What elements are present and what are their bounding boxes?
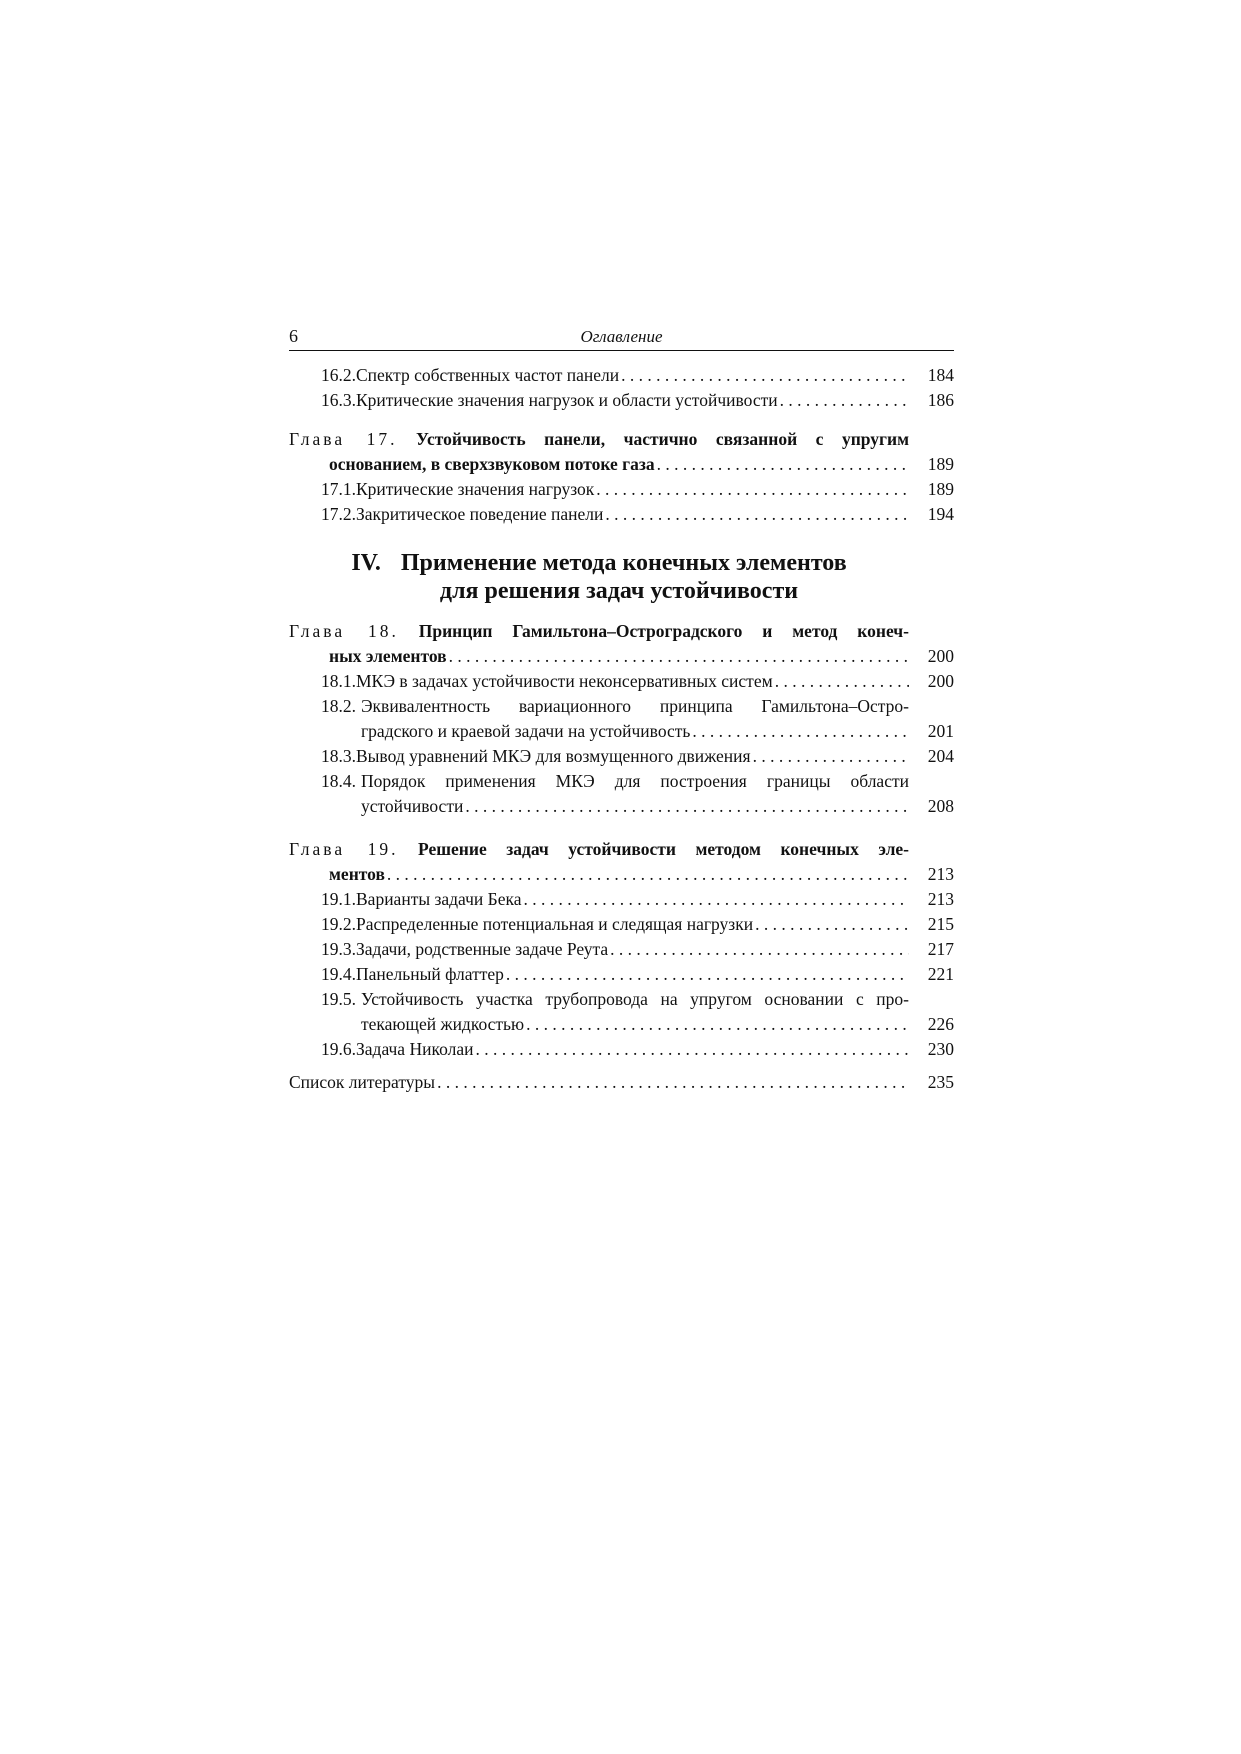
part-heading bbox=[289, 549, 954, 605]
page-number: 6 bbox=[289, 326, 298, 346]
table-of-contents bbox=[289, 363, 954, 1095]
chapter-label: Глава 18. bbox=[289, 621, 399, 641]
page-ref: 189 bbox=[927, 479, 954, 499]
leader-dots bbox=[596, 477, 909, 502]
leader-dots bbox=[780, 388, 909, 413]
section-title: Критические значения нагрузок bbox=[356, 479, 595, 499]
section-number: 18.4. bbox=[321, 771, 356, 791]
leader-dots bbox=[465, 794, 909, 819]
part-heading-line-1: IV. Применение метода конечных элементов bbox=[351, 550, 847, 576]
leader-dots bbox=[526, 1012, 909, 1037]
leader-dots bbox=[775, 669, 909, 694]
toc-entry-19-1[interactable] bbox=[289, 887, 954, 912]
section-number: 17.1. bbox=[321, 479, 356, 499]
toc-entry-19-4[interactable] bbox=[289, 962, 954, 987]
section-title: Спектр собственных частот панели bbox=[356, 365, 620, 385]
leader-dots bbox=[449, 644, 909, 669]
toc-entry-19-2[interactable] bbox=[289, 912, 954, 937]
chapter-title-line-1: Глава 18. Принцип Гамильтона–Остроградского и метод конеч- bbox=[289, 621, 910, 641]
page-ref: 213 bbox=[927, 864, 954, 884]
section-title-line-2: текающей жидкостью bbox=[361, 1014, 525, 1034]
toc-chapter-19[interactable] bbox=[289, 837, 954, 887]
toc-entry-16-3[interactable] bbox=[289, 388, 954, 413]
section-title: Варианты задачи Бека bbox=[356, 889, 522, 909]
section-number: 19.2. bbox=[321, 914, 356, 934]
section-title: Распределенные потенциальная и следящая нагрузки bbox=[356, 914, 754, 934]
toc-chapter-17[interactable] bbox=[289, 427, 954, 477]
part-heading-line-2: для решения задач устойчивости bbox=[439, 578, 799, 604]
page-ref: 221 bbox=[927, 964, 954, 984]
toc-entry-17-1[interactable] bbox=[289, 477, 954, 502]
page-ref: 189 bbox=[927, 454, 954, 474]
running-title: Оглавление bbox=[580, 327, 663, 346]
leader-dots bbox=[437, 1070, 909, 1095]
page-ref: 200 bbox=[927, 671, 954, 691]
section-number: 19.6. bbox=[321, 1039, 356, 1059]
leader-dots bbox=[753, 744, 909, 769]
page-ref: 208 bbox=[927, 796, 954, 816]
section-title: Задача Николаи bbox=[356, 1039, 474, 1059]
page-ref: 230 bbox=[927, 1039, 954, 1059]
section-title-line-2: градского и краевой задачи на устойчивость bbox=[361, 721, 691, 741]
section-title-line-2: устойчивости bbox=[361, 796, 464, 816]
page-ref: 215 bbox=[927, 914, 954, 934]
section-title: Задачи, родственные задаче Реута bbox=[356, 939, 609, 959]
bibliography-title: Список литературы bbox=[289, 1072, 436, 1092]
section-number: 16.3. bbox=[321, 390, 356, 410]
toc-entry-16-2[interactable] bbox=[289, 363, 954, 388]
page-ref: 200 bbox=[927, 646, 954, 666]
section-title: Панельный флаттер bbox=[356, 964, 504, 984]
toc-entry-18-1[interactable] bbox=[289, 669, 954, 694]
section-title: МКЭ в задачах устойчивости неконсервативных систем bbox=[356, 671, 773, 691]
chapter-title-line-1: Глава 17. Устойчивость панели, частично связанной с упругим bbox=[289, 429, 910, 449]
document-page bbox=[289, 320, 954, 1095]
leader-dots bbox=[506, 962, 909, 987]
section-number: 19.1. bbox=[321, 889, 356, 909]
leader-dots bbox=[621, 363, 909, 388]
chapter-label: Глава 17. bbox=[289, 429, 398, 449]
leader-dots bbox=[387, 862, 909, 887]
section-title: Критические значения нагрузок и области устойчивости bbox=[356, 390, 778, 410]
page-ref: 201 bbox=[927, 721, 954, 741]
page-ref: 213 bbox=[927, 889, 954, 909]
page-ref: 226 bbox=[927, 1014, 954, 1034]
part-roman-numeral: IV. bbox=[351, 550, 381, 576]
section-title-line-1: Устойчивость участка трубопровода на упругом основании с про- bbox=[361, 989, 909, 1009]
section-title: Вывод уравнений МКЭ для возмущенного движения bbox=[356, 746, 751, 766]
section-number: 18.3. bbox=[321, 746, 356, 766]
toc-bibliography[interactable] bbox=[289, 1070, 954, 1095]
page-ref: 217 bbox=[927, 939, 954, 959]
section-number: 19.4. bbox=[321, 964, 356, 984]
section-number: 16.2. bbox=[321, 365, 356, 385]
leader-dots bbox=[605, 502, 909, 527]
page-ref: 204 bbox=[927, 746, 954, 766]
leader-dots bbox=[755, 912, 909, 937]
toc-entry-19-5[interactable] bbox=[289, 987, 954, 1037]
toc-entry-18-4[interactable] bbox=[289, 769, 954, 819]
section-title-line-1: Порядок применения МКЭ для построения границы области bbox=[361, 771, 909, 791]
toc-entry-17-2[interactable] bbox=[289, 502, 954, 527]
page-ref: 194 bbox=[927, 504, 954, 524]
chapter-title-line-2: основанием, в сверхзвуковом потоке газа bbox=[329, 454, 655, 474]
toc-entry-18-3[interactable] bbox=[289, 744, 954, 769]
section-number: 18.2. bbox=[321, 696, 356, 716]
toc-entry-19-6[interactable] bbox=[289, 1037, 954, 1062]
leader-dots bbox=[657, 452, 909, 477]
toc-chapter-18[interactable] bbox=[289, 619, 954, 669]
toc-entry-18-2[interactable] bbox=[289, 694, 954, 744]
leader-dots bbox=[692, 719, 909, 744]
leader-dots bbox=[523, 887, 909, 912]
toc-entry-19-3[interactable] bbox=[289, 937, 954, 962]
section-number: 17.2. bbox=[321, 504, 356, 524]
page-ref: 186 bbox=[927, 390, 954, 410]
section-number: 19.5. bbox=[321, 989, 356, 1009]
chapter-title-line-1: Глава 19. Решение задач устойчивости методом конечных эле- bbox=[289, 839, 910, 859]
chapter-title-line-2: ментов bbox=[329, 864, 385, 884]
section-number: 18.1. bbox=[321, 671, 356, 691]
leader-dots bbox=[610, 937, 909, 962]
leader-dots bbox=[475, 1037, 909, 1062]
section-title-line-1: Эквивалентность вариационного принципа Гамильтона–Остро- bbox=[361, 696, 909, 716]
chapter-label: Глава 19. bbox=[289, 839, 399, 859]
chapter-title-line-2: ных элементов bbox=[329, 646, 447, 666]
page-ref: 184 bbox=[927, 365, 954, 385]
running-header bbox=[289, 320, 954, 351]
page-ref: 235 bbox=[927, 1072, 954, 1092]
section-title: Закритическое поведение панели bbox=[356, 504, 604, 524]
section-number: 19.3. bbox=[321, 939, 356, 959]
